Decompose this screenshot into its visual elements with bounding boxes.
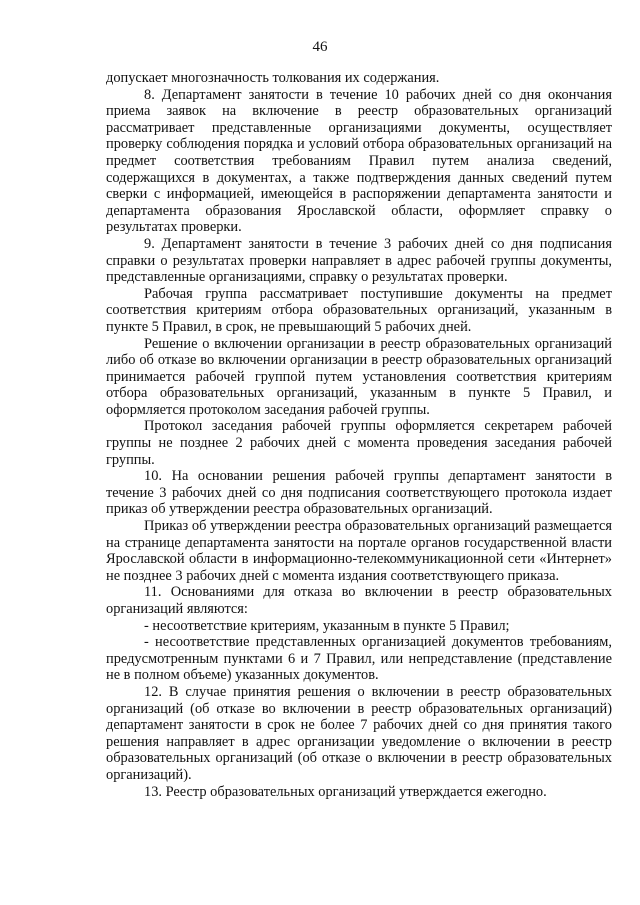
paragraph-item-8: 8. Департамент занятости в течение 10 рабочих дней со дня окончания приема заявок на включение в реестр образовательных организаций рассматривает представленные организациями документы, осуществляет проверку соблюдения порядка и условий отбора образовательных организаций на предмет соответствия требованиям Правил путем анализа сведений, содержащихся в документах, а также подтверждения данных сведений путем сверки с информацией, имеющейся в распоряжении департамента занятости и департамента образования Ярославской области, оформляет справку о результатах проверки. — [106, 86, 612, 236]
page-number: 46 — [312, 39, 328, 55]
paragraph-item-10: 10. На основании решения рабочей группы департамент занятости в течение 3 рабочих дней со дня подписания соответствующего протокола издает приказ об утверждении реестра образовательных организаций. — [106, 468, 612, 518]
document-body — [106, 70, 612, 800]
paragraph-continuation: допускает многозначность толкования их содержания. — [106, 70, 440, 86]
paragraph-working-group-review: Рабочая группа рассматривает поступившие документы на предмет соответствия критериям отбора образовательных организаций, указанным в пункте 5 Правил, в срок, не превышающий 5 рабочих дней. — [106, 285, 612, 335]
list-item-criteria-mismatch: - несоответствие критериям, указанным в пункте 5 Правил; — [144, 617, 510, 634]
paragraph-item-11: 11. Основаниями для отказа во включении в реестр образовательных организаций являются: — [106, 584, 612, 617]
paragraph-order-publication: Приказ об утверждении реестра образовательных организаций размещается на странице департамента занятости на портале органов государственной власти Ярославской области в информационно-телекоммуникационной сети «Интернет» не позднее 3 рабочих дней с момента издания соответствующего приказа. — [106, 518, 612, 584]
paragraph-item-13: 13. Реестр образовательных организаций утверждается ежегодно. — [144, 783, 547, 800]
paragraph-item-12: 12. В случае принятия решения о включении в реестр образовательных организаций (об отказе во включении в реестр образовательных организаций) департамент занятости в срок не более 7 рабочих дней со дня принятия такого решения направляет в адрес организации уведомление о включении в реестр образовательных организаций (об отказе о включении в реестр образовательных организаций). — [106, 683, 612, 783]
list-item-documents-mismatch: - несоответствие представленных организацией документов требованиям, предусмотренным пунктами 6 и 7 Правил, или непредставление (представление не в полном объеме) указанных документов. — [106, 634, 612, 684]
paragraph-protocol: Протокол заседания рабочей группы оформляется секретарем рабочей группы не позднее 2 рабочих дней с момента проведения заседания рабочей группы. — [106, 418, 612, 468]
paragraph-item-9: 9. Департамент занятости в течение 3 рабочих дней со дня подписания справки о результатах проверки направляет в адрес рабочей группы документы, представленные организациями, справку о результатах проверки. — [106, 235, 612, 286]
paragraph-inclusion-decision: Решение о включении организации в реестр образовательных организаций либо об отказе во включении организации в реестр образовательных организаций принимается рабочей группой путем установления соответствия критериям отбора образовательных организаций, указанным в пункте 5 Правил, и оформляется протоколом заседания рабочей группы. — [106, 335, 612, 418]
